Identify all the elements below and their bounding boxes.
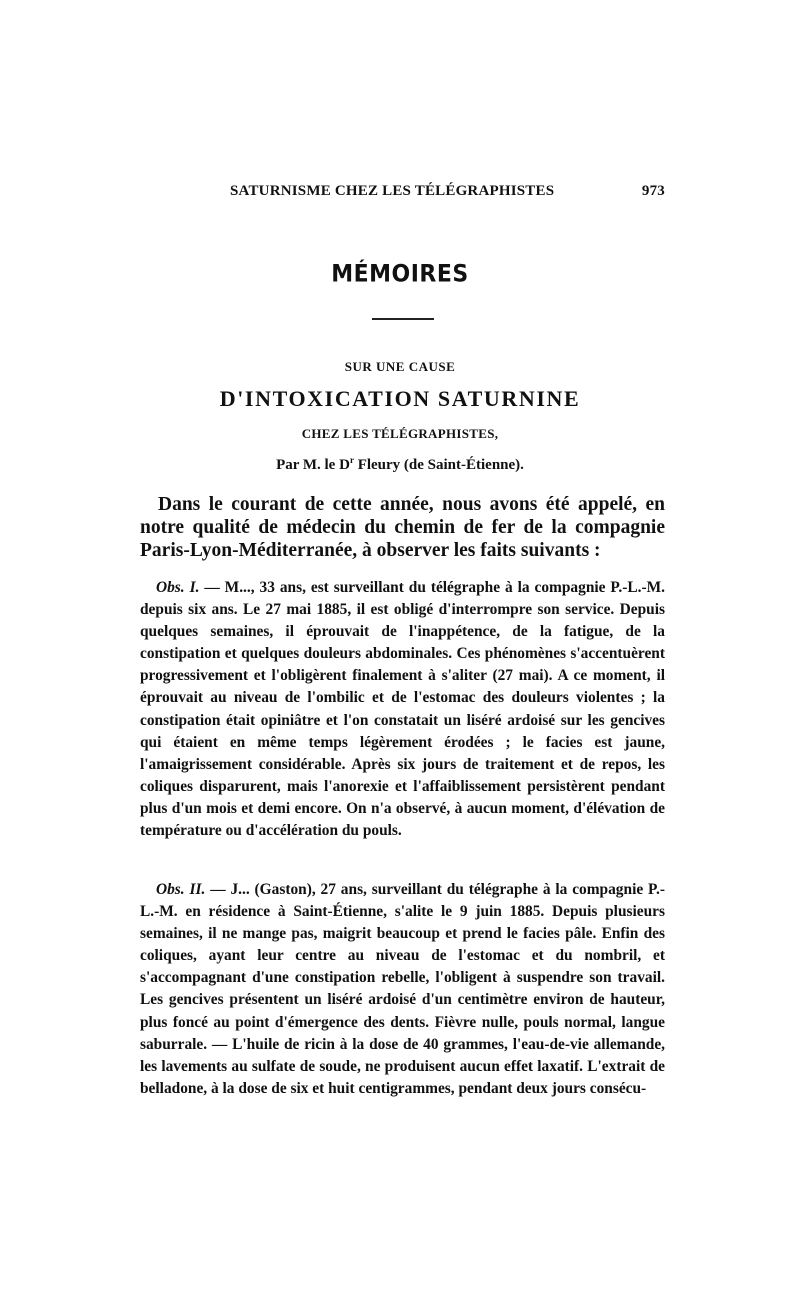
page-number: 973: [641, 183, 665, 199]
article-pre-title: SUR UNE CAUSE: [344, 359, 456, 374]
observation-paragraph: [140, 879, 665, 1100]
running-title: SATURNISME CHEZ LES TÉLÉGRAPHISTES: [230, 183, 555, 199]
observation-paragraph: [140, 577, 665, 842]
title-rule: [372, 318, 434, 320]
author-prefix: Par M. le D: [276, 457, 350, 473]
article-author: [0, 455, 800, 474]
running-head: [140, 183, 665, 205]
article-subtitle: CHEZ LES TÉLÉGRAPHISTES,: [301, 426, 499, 441]
author-name: Fleury (de Saint-Étienne).: [353, 457, 524, 473]
article-title: D'INTOXICATION SATURNINE: [219, 386, 581, 411]
observation-label: Obs. I.: [156, 579, 200, 596]
observation-label: Obs. II.: [156, 881, 206, 898]
observation-text: — M..., 33 ans, est surveillant du télégraphe à la compagnie P.-L.-M. depuis six ans. Le 27 mai 1885, il est obligé d'interrompre son service. Depuis quelques semaines, il éprouvait de l'inappétence, de la fatigue, de la constipation et quelques douleurs abdominales. Ces phénomènes s'accentuèrent progressivement et l'obligèrent finalement à s'aliter (27 mai). A ce moment, il éprouvait au niveau de l'ombilic et de l'estomac des douleurs violentes ; la constipation était opiniâtre et l'on constatait un liséré ardoisé sur les gencives qui étaient en même temps légèrement érodées ; le facies est jaune, l'amaigrissement considérable. Après six jours de traitement et de repos, les coliques disparurent, mais l'anorexie et l'affaiblissement persistèrent pendant plus d'un mois et demi encore. On n'a observé, à aucun moment, d'élévation de température ou d'accélération du pouls.: [140, 579, 665, 840]
observation-text: — J... (Gaston), 27 ans, surveillant du télégraphe à la compagnie P.-L.-M. en résidence à Saint-Étienne, s'alite le 9 juin 1885. Depuis plusieurs semaines, il ne mange pas, maigrit beaucoup et prend le facies pâle. Enfin des coliques, ayant leur centre au niveau de l'estomac et du nombril, et s'accompagnant d'une constipation rebelle, l'obligent à suspendre son travail. Les gencives présentent un liséré ardoisé d'un centimètre environ de hauteur, plus foncé au point d'émergence des dents. Fièvre nulle, pouls normal, langue saburrale. — L'huile de ricin à la dose de 40 grammes, l'eau-de-vie allemande, les lavements au sulfate de soude, ne produisent aucun effet laxatif. L'extrait de belladone, à la dose de six et huit centigrammes, pendant deux jours consécu-: [140, 881, 665, 1097]
section-title: MÉMOIRES: [331, 260, 469, 289]
author-title-superscript: r: [349, 455, 354, 465]
intro-paragraph: Dans le courant de cette année, nous avons été appelé, en notre qualité de médecin du chemin de fer de la compagnie Paris-Lyon-Méditerranée, à observer les faits suivants :: [140, 494, 665, 561]
